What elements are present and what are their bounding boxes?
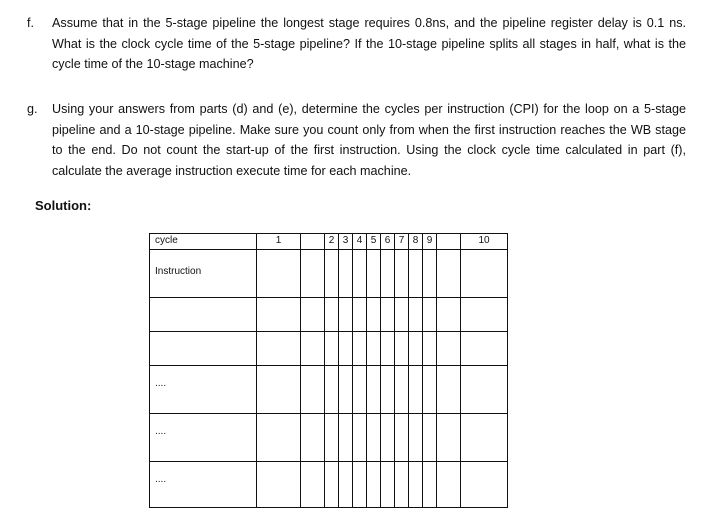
table-cell (395, 250, 409, 298)
table-cell (395, 414, 409, 462)
table-cell (257, 298, 301, 332)
table-cell (409, 298, 423, 332)
table-cell (423, 366, 437, 414)
row-label: Instruction (150, 250, 257, 298)
table-cell (339, 366, 353, 414)
table-row (150, 332, 508, 366)
table-cell (381, 462, 395, 508)
table-cell (257, 332, 301, 366)
row-label (150, 298, 257, 332)
cycle-number: 3 (339, 234, 353, 250)
table-cell (423, 414, 437, 462)
table-cell (257, 414, 301, 462)
table-cell (257, 462, 301, 508)
table-cell (367, 298, 381, 332)
table-cell (437, 298, 461, 332)
question-f-text: Assume that in the 5-stage pipeline the longest stage requires 0.8ns, and the pipeline register delay is 0.1 ns. What is the clock cycle time of the 5-stage pipeline? If the 10-stage pipeline splits all stages in half, what is the cycle time of the 10-stage machine? (52, 16, 686, 71)
table-cell (301, 298, 325, 332)
table-cell (339, 250, 353, 298)
table-cell (339, 414, 353, 462)
table-cell (381, 366, 395, 414)
question-g-letter: g. (27, 102, 38, 116)
cycle-number: 5 (367, 234, 381, 250)
cycle-number: 10 (461, 234, 508, 250)
table-cell (367, 462, 381, 508)
table-cell (423, 250, 437, 298)
table-cell (381, 298, 395, 332)
table-cell (301, 414, 325, 462)
table-cell (367, 414, 381, 462)
table-cell (423, 298, 437, 332)
question-g-text: Using your answers from parts (d) and (e), determine the cycles per instruction (CPI) for the loop on a 5-stage pipeline and a 10-stage pipeline. Make sure you count only from when the first instruction reaches the WB stage to the end. Do not count the start-up of the first instruction. Using the clock cycle time calculated in part (f), calculate the average instruction execute time for each machine. (52, 102, 686, 178)
table-cell (395, 366, 409, 414)
table-cell (409, 462, 423, 508)
table-cell (423, 332, 437, 366)
row-label: .... (150, 366, 257, 414)
table-row (150, 462, 508, 508)
row-label (150, 332, 257, 366)
table-cell (257, 250, 301, 298)
cycle-number: 9 (423, 234, 437, 250)
table-cell (301, 332, 325, 366)
table-cell (395, 462, 409, 508)
table-cell (381, 414, 395, 462)
table-cell (367, 250, 381, 298)
cycle-row (150, 234, 508, 250)
table-cell (325, 414, 339, 462)
table-cell (437, 250, 461, 298)
cycle-number (437, 234, 461, 250)
row-label: .... (150, 462, 257, 508)
table-cell (367, 332, 381, 366)
table-cell (325, 366, 339, 414)
cycle-number: 6 (381, 234, 395, 250)
table-cell (353, 332, 367, 366)
table-cell (301, 366, 325, 414)
table-cell (339, 462, 353, 508)
table-cell (325, 462, 339, 508)
table-cell (301, 250, 325, 298)
table-cell (353, 462, 367, 508)
table-cell (409, 332, 423, 366)
table-row (150, 414, 508, 462)
table-cell (461, 462, 508, 508)
table-cell (301, 462, 325, 508)
table-cell (325, 332, 339, 366)
table-cell (409, 250, 423, 298)
table-cell (339, 298, 353, 332)
table-cell (409, 366, 423, 414)
table-cell (353, 414, 367, 462)
table-cell (257, 366, 301, 414)
table-cell (395, 298, 409, 332)
table-cell (325, 250, 339, 298)
row-label: .... (150, 414, 257, 462)
table-cell (353, 298, 367, 332)
pipeline-table (149, 233, 508, 508)
table-cell (423, 462, 437, 508)
table-cell (381, 250, 395, 298)
cycle-number: 8 (409, 234, 423, 250)
cycle-number: 4 (353, 234, 367, 250)
table-cell (409, 414, 423, 462)
table-cell (461, 250, 508, 298)
table-row (150, 366, 508, 414)
table-cell (437, 462, 461, 508)
table-cell (437, 366, 461, 414)
table-cell (367, 366, 381, 414)
table-row (150, 250, 508, 298)
table-cell (461, 332, 508, 366)
cycle-number: 7 (395, 234, 409, 250)
table-cell (325, 298, 339, 332)
table-cell (461, 298, 508, 332)
cycle-number (301, 234, 325, 250)
table-cell (461, 414, 508, 462)
solution-label: Solution: (35, 198, 92, 213)
table-cell (381, 332, 395, 366)
table-cell (437, 332, 461, 366)
cycle-number: 1 (257, 234, 301, 250)
table-cell (461, 366, 508, 414)
table-cell (353, 366, 367, 414)
cycle-number: 2 (325, 234, 339, 250)
cycle-header: cycle (150, 234, 257, 250)
table-row (150, 298, 508, 332)
table-cell (353, 250, 367, 298)
question-f-letter: f. (27, 16, 34, 30)
table-cell (395, 332, 409, 366)
table-cell (437, 414, 461, 462)
table-cell (339, 332, 353, 366)
